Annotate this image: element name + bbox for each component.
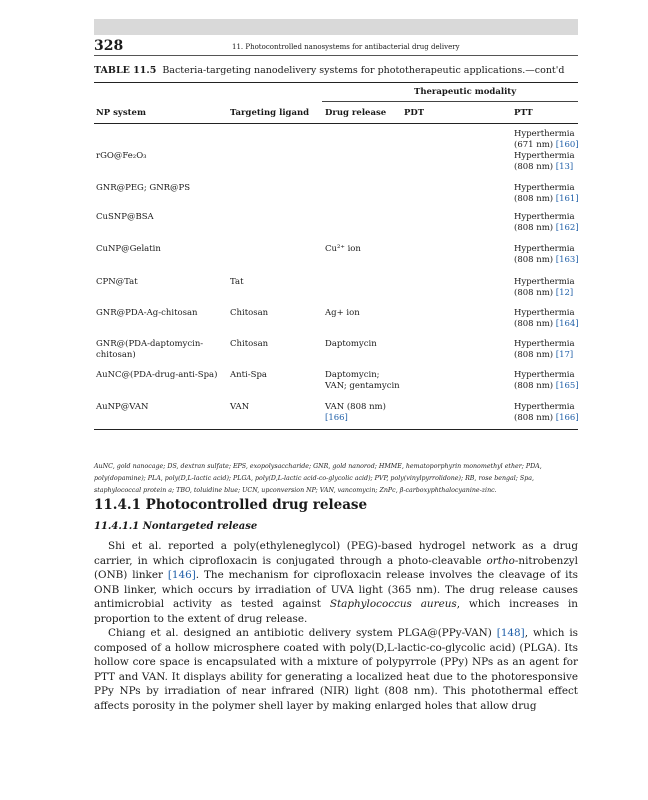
table-cell-targeting-ligand: Anti-Spa (230, 370, 267, 380)
table-cell-ptt: Hyperthermia (808 nm) [17] (514, 339, 575, 360)
table-cell-ptt: Hyperthermia (808 nm) [13] (514, 151, 575, 172)
table-top-rule (94, 82, 578, 83)
table-cell-targeting-ligand: Chitosan (230, 339, 269, 349)
header-bar (94, 19, 578, 35)
col-header-np-system: NP system (96, 108, 146, 118)
table-cell-ptt: Hyperthermia (808 nm) [165] (514, 370, 579, 391)
table-cell-np-system: GNR@PDA-Ag-chitosan (96, 308, 198, 318)
col-header-targeting-ligand: Targeting ligand (230, 108, 310, 118)
section-title: 11.4.1 Photocontrolled drug release (94, 497, 368, 513)
table-cell-drug-release: VAN (808 nm) [166] (325, 402, 386, 423)
col-header-drug-release: Drug release (325, 108, 387, 118)
table-cell-drug-release: Daptomycin; VAN; gentamycin (325, 370, 400, 391)
table-bottom-rule (94, 429, 578, 430)
body-text (94, 539, 578, 713)
table-footnote: AuNC, gold nanocage; DS, dextran sulfate; EPS, exopolysaccharide; GNR, gold nanorod; HMME, hematoporphyrin monomethyl ether; PDA, poly(dopamine); PLA, poly(D,L-lactic acid); PLGA, poly(D,L-lactic acid-co-glycolic acid); PVP, poly(vinylpyrrolidone); RB, rose bengal; Spa, staphylococcal protein a; TBO, toluidine blue; UCN, upconversion NP; VAN, vancomycin; ZnPc, β-carboxyphthalocyanine-zinc. (94, 463, 542, 494)
table-cell-np-system: CuNP@Gelatin (96, 244, 161, 254)
table-cell-np-system: rGO@Fe₂O₃ (96, 151, 147, 161)
page-number: 328 (94, 38, 124, 54)
table-cell-ptt: Hyperthermia (808 nm) [12] (514, 277, 575, 298)
subsection-title: 11.4.1.1 Nontargeted release (94, 521, 258, 532)
table-cell-ptt: Hyperthermia (808 nm) [161] (514, 183, 579, 204)
table-cell-np-system: CPN@Tat (96, 277, 138, 287)
paragraph-1: Shi et al. reported a poly(ethyleneglycol) (PEG)-based hydrogel network as a drug carrier, in which ciprofloxacin is conjugated through a photo-cleavable ortho-nitrobenzyl (ONB) linker [146]. The mechanism for ciprofloxacin release involves the cleavage of its ONB linker, which occurs by irradiation of UVA light (365 nm). The drug release causes antimicrobial activity as tested against Staphylococcus aureus, which increases in proportion to the extent of drug release. (94, 540, 579, 625)
table-cell-np-system: AuNP@VAN (96, 402, 149, 412)
table-cell-np-system: GNR@PEG; GNR@PS (96, 183, 191, 193)
col-header-pdt: PDT (404, 108, 425, 118)
table-cell-targeting-ligand: Chitosan (230, 308, 269, 318)
table-cell-ptt: Hyperthermia (808 nm) [164] (514, 308, 579, 329)
table-cell-drug-release: Daptomycin (325, 339, 377, 349)
table-cell-np-system: AuNC@(PDA-drug-anti-Spa) (96, 370, 218, 380)
group-header-rule (322, 101, 578, 102)
group-header: Therapeutic modality (414, 87, 517, 97)
table-cell-drug-release: Ag+ ion (325, 308, 360, 318)
table-cell-ptt: Hyperthermia (808 nm) [166] (514, 402, 579, 423)
table-cell-ptt: Hyperthermia (808 nm) [162] (514, 212, 579, 233)
table-cell-ptt: Hyperthermia (808 nm) [163] (514, 244, 579, 265)
table-title: Bacteria-targeting nanodelivery systems for phototherapeutic applications.—cont'd (162, 65, 565, 76)
table-caption (94, 65, 564, 76)
table-label: TABLE 11.5 (94, 65, 157, 76)
header-bottom-rule (94, 123, 578, 124)
table-cell-drug-release: Cu²⁺ ion (325, 244, 361, 254)
table-cell-targeting-ligand: VAN (230, 402, 250, 412)
running-title: 11. Photocontrolled nanosystems for antibacterial drug delivery (232, 43, 460, 51)
paragraph-2: Chiang et al. designed an antibiotic delivery system PLGA@(PPy-VAN) [148], which is composed of a hollow microsphere coated with poly(D,L-lactic-co-glycolic acid) (PLGA). Its hollow core space is encapsulated with a mixture of polypyrrole (PPy) NPs as an agent for PTT and VAN. It displays ability for generating a localized heat due to the photoresponsive PPy NPs by irradiation of near infrared (NIR) light (808 nm). This photothermal effect affects porosity in the polymer shell layer by making enlarged holes that allow drug (94, 627, 578, 712)
header-rule (94, 55, 578, 56)
table-cell-np-system: GNR@(PDA-daptomycin- chitosan) (96, 339, 204, 360)
col-header-ptt: PTT (514, 108, 533, 118)
table-cell-ptt: Hyperthermia (671 nm) [160] (514, 129, 579, 150)
table-cell-targeting-ligand: Tat (230, 277, 244, 287)
table-cell-np-system: CuSNP@BSA (96, 212, 154, 222)
